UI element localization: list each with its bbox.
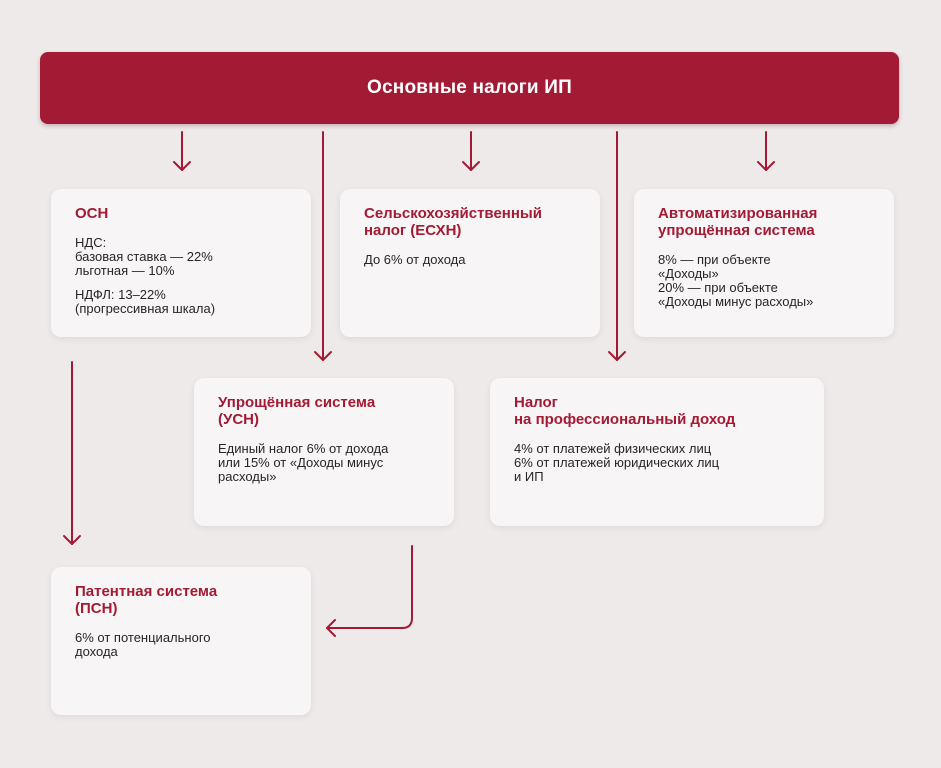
card-usn-title: Упрощённая система (УСН) — [218, 394, 376, 428]
card-npd — [490, 378, 824, 526]
arrow-to-eshn — [463, 132, 479, 170]
card-usn-text: Единый налог 6% от дохода или 15% от «Доходы минус расходы» — [218, 441, 389, 484]
card-ausn-text: 8% — при объекте «Доходы» 20% — при объекте «Доходы минус расходы» — [658, 252, 814, 309]
card-eshn-title: Сельскохозяйственный налог (ЕСХН) — [364, 205, 542, 239]
arrow-to-npd — [609, 132, 625, 360]
arrow-to-ausn — [758, 132, 774, 170]
card-npd-title: Налог на профессиональный доход — [514, 394, 736, 428]
card-npd-text: 4% от платежей физических лиц 6% от платежей юридических лиц и ИП — [514, 441, 720, 484]
card-usn — [194, 378, 454, 526]
card-osn-title: ОСН — [75, 205, 109, 222]
arrow-usn-to-psn — [327, 546, 412, 636]
card-psn — [51, 567, 311, 715]
card-eshn — [340, 189, 600, 337]
arrow-to-osn — [174, 132, 190, 170]
card-osn — [51, 189, 311, 337]
card-eshn-text: До 6% от дохода — [364, 252, 466, 267]
arrow-to-usn — [315, 132, 331, 360]
card-osn-vat: НДС: базовая ставка — 22% льготная — 10% — [75, 235, 213, 278]
arrow-to-psn — [64, 362, 80, 544]
card-psn-title: Патентная система (ПСН) — [75, 583, 218, 617]
card-ausn-title: Автоматизированная упрощённая система — [658, 205, 818, 239]
header-title: Основные налоги ИП — [367, 77, 572, 98]
card-osn-ndfl: НДФЛ: 13–22% (прогрессивная шкала) — [75, 287, 216, 316]
card-psn-text: 6% от потенциального дохода — [75, 630, 211, 659]
card-ausn — [634, 189, 894, 337]
